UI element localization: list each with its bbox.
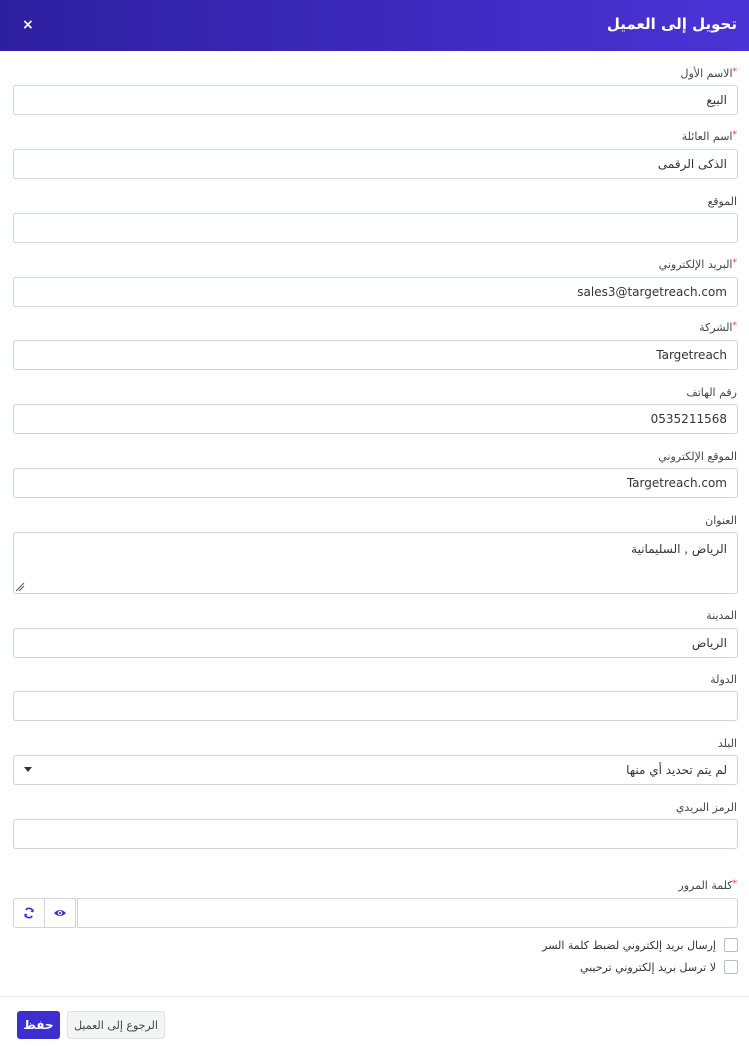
city-input[interactable]: الرياض	[13, 628, 738, 658]
position-label: الموقع	[707, 195, 737, 208]
company-input[interactable]: Targetreach	[13, 340, 738, 370]
address-value: الرياض , السليمانية	[631, 542, 727, 556]
zip-input[interactable]	[13, 819, 738, 849]
no-welcome-email-label: لا ترسل بريد إلكتروني ترحيبي	[579, 960, 716, 974]
state-label: الدولة	[710, 673, 737, 686]
required-mark: *	[732, 67, 737, 77]
last-name-input[interactable]: الذكى الرقمى	[13, 149, 738, 179]
refresh-icon[interactable]	[13, 898, 45, 928]
website-label: الموقع الإلكتروني	[658, 450, 737, 463]
no-welcome-email-checkbox[interactable]	[724, 960, 738, 974]
resize-handle-icon[interactable]	[15, 582, 25, 592]
city-label: المدينة	[706, 609, 737, 622]
email-input[interactable]: sales3@targetreach.com	[13, 277, 738, 307]
required-mark: *	[732, 879, 737, 889]
send-password-email-option	[542, 937, 738, 953]
address-textarea[interactable]	[13, 532, 738, 594]
country-select[interactable]	[13, 755, 738, 785]
required-mark: *	[732, 130, 737, 140]
no-welcome-email-option	[580, 959, 738, 975]
dialog-title: تحويل إلى العميل	[606, 15, 737, 33]
first-name-input[interactable]: البيع	[13, 85, 738, 115]
eye-icon[interactable]	[44, 898, 76, 928]
send-password-email-label: إرسال بريد إلكتروني لضبط كلمة السر	[542, 938, 716, 952]
footer-divider	[0, 996, 749, 997]
password-group	[13, 898, 738, 928]
password-label: *كلمة المرور	[678, 879, 737, 892]
required-mark: *	[732, 321, 737, 331]
country-selected-value: لم يتم تحديد أي منها	[626, 763, 727, 777]
address-label: العنوان	[705, 514, 737, 527]
dialog-header	[0, 0, 749, 51]
caret-down-icon	[24, 767, 32, 772]
required-mark: *	[732, 258, 737, 268]
phone-label: رقم الهاتف	[686, 386, 737, 399]
phone-input[interactable]: 0535211568	[13, 404, 738, 434]
website-input[interactable]: Targetreach.com	[13, 468, 738, 498]
send-password-email-checkbox[interactable]	[724, 938, 738, 952]
position-input[interactable]	[13, 213, 738, 243]
country-label: البلد	[717, 737, 737, 750]
save-button[interactable]: حفظ	[17, 1011, 60, 1039]
company-label: *الشركة	[699, 321, 737, 334]
back-to-customer-button[interactable]: الرجوع إلى العميل	[67, 1011, 165, 1039]
password-input[interactable]	[77, 898, 738, 928]
email-label: *البريد الإلكتروني	[658, 258, 737, 271]
state-input[interactable]	[13, 691, 738, 721]
zip-label: الرمز البريدي	[675, 801, 737, 814]
first-name-label: *الاسم الأول	[680, 67, 737, 80]
last-name-label: *اسم العائلة	[681, 130, 737, 143]
close-icon[interactable]: ×	[22, 17, 34, 33]
